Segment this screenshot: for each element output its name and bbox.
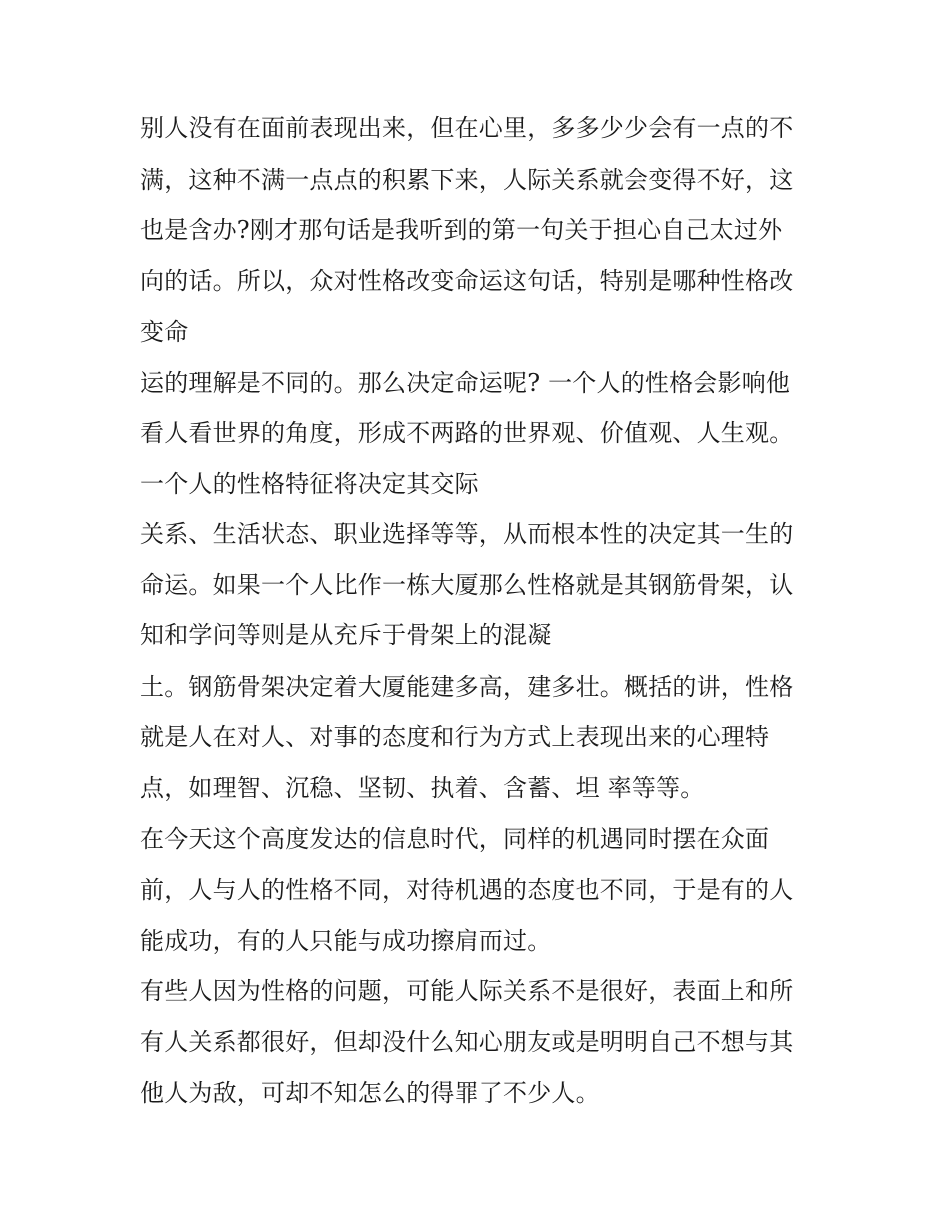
text-line-11: 知和学问等则是从充斥于骨架上的混凝 [140,621,552,649]
text-line-14: 点，如理智、沉稳、坚韧、执着、含蓄、坦 率等等。 [140,774,705,802]
text-line-6: 运的理解是不同的。那么决定命运呢? 一个人的性格会影响他 [140,369,791,397]
text-line-8: 一个人的性格特征将决定其交际 [140,470,479,498]
text-line-17: 能成功，有的人只能与成功擦肩而过。 [140,927,552,955]
text-line-9: 关系、生活状态、职业选择等等，从而根本性的决定其一生的 [140,520,794,548]
text-line-15: 在今天这个高度发达的信息时代，同样的机遇同时摆在众面 [140,825,770,853]
text-line-5: 变命 [140,318,189,346]
text-line-16: 前，人与人的性格不同，对待机遇的态度也不同，于是有的人 [140,876,794,904]
text-line-13: 就是人在对人、对事的态度和行为方式上表现出来的心理特 [140,723,770,751]
text-line-3: 也是含办?刚才那句话是我听到的第一句关于担心自己太过外 [140,216,783,244]
text-line-10: 命运。如果一个人比作一栋大厦那么性格就是其钢筋骨架，认 [140,571,794,599]
text-line-1: 别人没有在面前表现出来，但在心里，多多少少会有一点的不 [140,114,794,142]
text-line-12: 土。钢筋骨架决定着大厦能建多高，建多壮。概括的讲，性格 [140,673,794,701]
text-line-2: 满，这种不满一点点的积累下来，人际关系就会变得不好，这 [140,166,794,194]
text-line-19: 有人关系都很好，但却没什么知心朋友或是明明自己不想与其 [140,1028,794,1056]
text-line-20: 他人为敌，可却不知怎么的得罪了不少人。 [140,1079,600,1107]
text-line-4: 向的话。所以，众对性格改变命运这句话，特别是哪种性格改 [140,267,794,295]
text-line-7: 看人看世界的角度，形成不两路的世界观、价值观、人生观。 [140,419,794,447]
text-line-18: 有些人因为性格的问题，可能人际关系不是很好，表面上和所 [140,977,794,1005]
